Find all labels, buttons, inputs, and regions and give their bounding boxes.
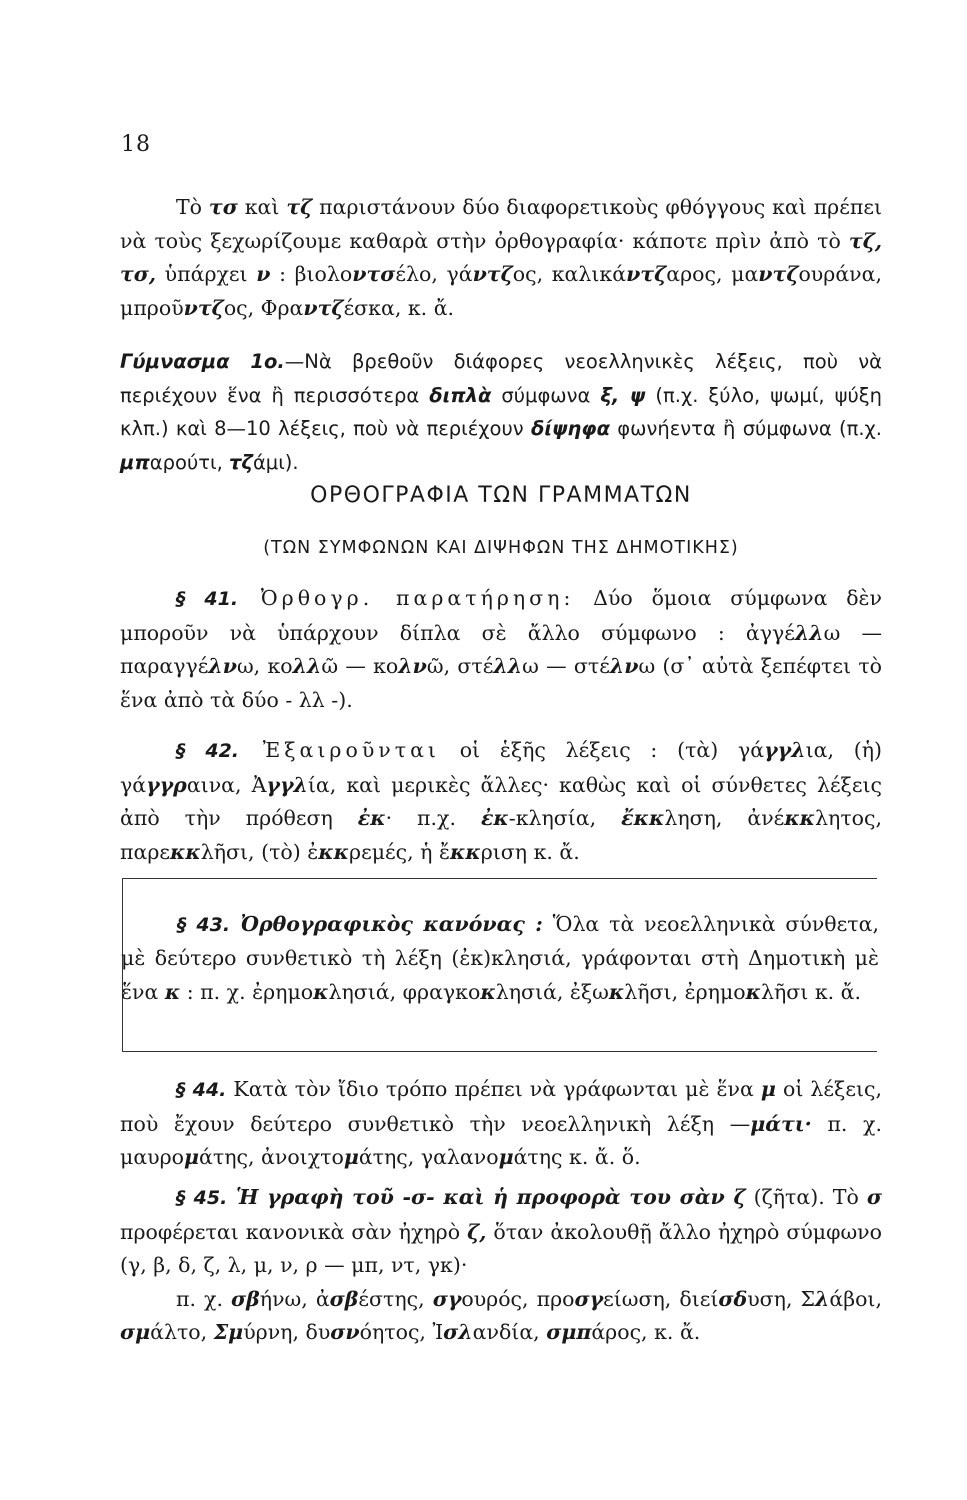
section-42: § 42. Ἐξαιροῦνται οἱ ἑξῆς λέξεις : (τὰ) γάγγλια, (ἡ) γάγγραινα, Ἀγγλία, καὶ μερικὲς ἄλλες· καθὼς καὶ οἱ σύνθετες λέξεις ἀπὸ τὴν πρόθεση ἐκ· π.χ. ἐκ-κλησία, ἔκκληση, ἀνέκκλητος, παρεκκλῆσι, (τὸ) ἐκκρεμές, ἡ ἔκκριση κ. ἄ. <box>120 738 883 864</box>
section-45-examples: π. χ. σβήνω, ἀσβέστης, σγουρός, προσγείωση, διείσδυση, Σλάβοι, σμάλτο, Σμύρνη, δυσνόητος, Ἰσλανδία, σμπάρος, κ. ἄ. <box>120 1286 882 1344</box>
section-43: § 43. Ὀρθογραφικὸς κανόνας : Ὅλα τὰ νεοελληνικὰ σύνθετα, μὲ δεύτερο συνθετικὸ τὴ λέξη (ἐκ)κλησιά, γράφονται στὴ Δημοτικὴ μὲ ἕνα κ : π. χ. ἐρημοκλησιά, φραγκοκλησιά, ἐξωκλῆσι, ἐρημοκλῆσι κ. ἄ. <box>121 911 879 1004</box>
rule-box <box>122 878 877 1052</box>
section-44: § 44. Κατὰ τὸν ἴδιο τρόπο πρέπει νὰ γράφωνται μὲ ἕνα μ οἱ λέξεις, ποὺ ἔχουν δεύτερο συνθετικὸ τὴν νεοελληνικὴ λέξη —μάτι· π. χ. μαυρομάτης, ἀνοιχτομάτης, γαλανομάτης κ. ἄ. ὅ. <box>120 1077 882 1169</box>
page-number: 18 <box>121 132 151 157</box>
section-heading: ΟΡΘΟΓΡΑΦΙΑ ΤΩΝ ΓΡΑΜΜΑΤΩΝ <box>310 483 692 508</box>
exercise-label: Γύμνασμα 1ο. <box>120 350 285 373</box>
section-subheading: (ΤΩΝ ΣΥΜΦΩΝΩΝ ΚΑΙ ΔΙΨΗΦΩΝ ΤΗΣ ΔΗΜΟΤΙΚΗΣ) <box>263 538 739 558</box>
section-41: § 41. Ὀρθογρ. παρατήρηση: Δύο ὅμοια σύμφωνα δὲν μποροῦν νὰ ὑπάρχουν δίπλα σὲ ἄλλο σύμφωνο : ἀγγέλλω — παραγγέλνω, κολλῶ — κολνῶ, στέλλω — στέλνω (σ᾽ αὐτὰ ξεπέφτει τὸ ἕνα ἀπὸ τὰ δύο - λλ -). <box>120 586 883 712</box>
paragraph-tz-ts: Τὸ τσ καὶ τζ παριστάνουν δύο διαφορετικοὺς φθόγγους καὶ πρέπει νὰ τοὺς ξεχωρίζουμε καθαρὰ στὴν ὀρθογραφία· κάποτε πρὶν ἀπὸ τὸ τζ, τσ, ὑπάρχει ν : βιολοντσέλο, γάντζος, καλικάντζαρος, μαντζουράνα, μπροῦντζος, Φραντζέσκα, κ. ἄ. <box>120 195 882 320</box>
exercise-paragraph: Γύμνασμα 1ο.—Νὰ βρεθοῦν διάφορες νεοελληνικὲς λέξεις, ποὺ νὰ περιέχουν ἕνα ἢ περισσότερα διπλὰ σύμφωνα ξ, ψ (π.χ. ξύλο, ψωμί, ψύξη κλπ.) καὶ 8—10 λέξεις, ποὺ νὰ περιέχουν δίψηφα φωνήεντα ἢ σύμφωνα (π.χ. μπαρούτι, τζάμι). <box>120 350 883 474</box>
section-45: § 45. Ἡ γραφὴ τοῦ -σ- καὶ ἡ προφορὰ του σὰν ζ (ζῆτα). Τὸ σ προφέρεται κανονικὰ σὰν ἠχηρὸ ζ, ὅταν ἀκολουθῇ ἄλλο ἠχηρὸ σύμφωνο (γ, β, δ, ζ, λ, μ, ν, ρ — μπ, ντ, γκ)· π. χ. σβήνω, ἀσβέστης, σγουρός, προσγείωση, διείσδυση, Σλάβοι, σμάλτο, Σμύρνη, δυσνόητος, Ἰσλανδία, σμπάρος, κ. ἄ. <box>120 1181 882 1350</box>
